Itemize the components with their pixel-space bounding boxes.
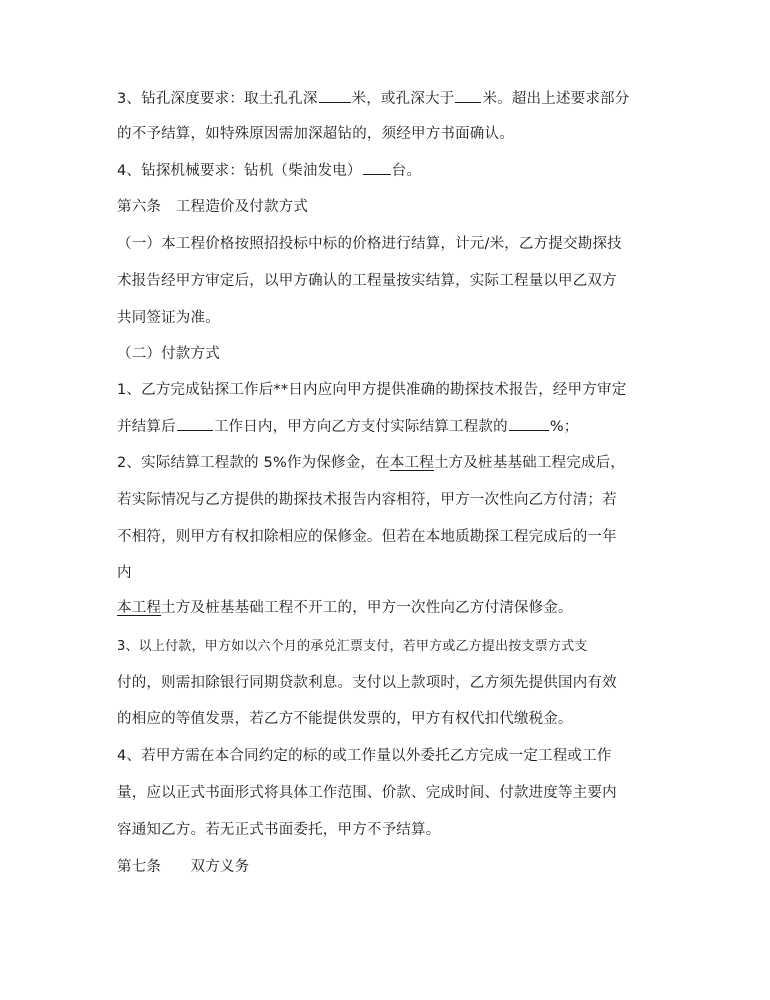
text: 米。超出上述要求部分 <box>482 91 630 107</box>
blank-field <box>455 88 481 103</box>
clause-warranty <box>117 453 625 473</box>
paragraph-line: 的不予结算，如特殊原因需加深超钻的，须经甲方书面确认。 <box>117 126 514 142</box>
text: 2、实际结算工程款的 5%作为保修金，在 <box>117 455 390 471</box>
blank-field <box>363 160 391 175</box>
paragraph-line: 4、若甲方需在本合同约定的标的或工作量以外委托乙方完成一定工程或工作 <box>117 748 612 764</box>
paragraph-line: （一）本工程价格按照招投标中标的价格进行结算，计元/米，乙方提交勘探技 <box>117 236 622 252</box>
clause-drill-machinery <box>117 160 421 181</box>
text: 米，或孔深大于 <box>351 91 455 107</box>
text: 4、钻探机械要求：钻机（柴油发电） <box>117 163 362 179</box>
payment-method-heading: （二）付款方式 <box>117 346 220 362</box>
blank-field <box>509 416 549 431</box>
text: 并结算后 <box>117 419 176 435</box>
clause-warranty-release <box>117 598 573 618</box>
paragraph-line: 共同签证为准。 <box>117 310 220 326</box>
article-six-heading: 第六条 工程造价及付款方式 <box>117 199 309 215</box>
paragraph-line: 量，应以正式书面形式将具体工作范围、价款、完成时间、付款进度等主要内 <box>117 785 617 801</box>
paragraph-line: 1、乙方完成钻探工作后**日内应向甲方提供准确的勘探技术报告，经甲方审定 <box>117 382 627 398</box>
paragraph-line: 容通知乙方。若无正式书面委托，甲方不予结算。 <box>117 822 441 838</box>
paragraph-line: 付的，则需扣除银行同期贷款利息。支付以上款项时，乙方须先提供国内有效 <box>117 675 617 691</box>
text: 土方及桩基基础工程完成后， <box>433 455 626 471</box>
underlined-text: 本工程 <box>117 600 162 616</box>
paragraph-line: 内 <box>117 565 132 581</box>
paragraph-line: 3、以上付款，甲方如以六个月的承兑汇票支付，若甲方或乙方提出按支票方式支 <box>117 639 588 654</box>
text: 土方及桩基基础工程不开工的，甲方一次性向乙方付清保修金。 <box>161 600 573 616</box>
blank-field <box>319 88 351 103</box>
underlined-text: 本工程 <box>389 455 434 471</box>
paragraph-line: 若实际情况与乙方提供的勘探技术报告内容相符，甲方一次性向乙方付清；若 <box>117 492 617 508</box>
article-seven-heading: 第七条 双方义务 <box>117 859 250 875</box>
text: 3、钻孔深度要求：取土孔孔深 <box>117 91 318 107</box>
clause-settlement-payment <box>117 416 579 437</box>
paragraph-line: 不相符，则甲方有权扣除相应的保修金。但若在本地质勘探工程完成后的一年 <box>117 529 617 545</box>
text: %； <box>549 419 579 435</box>
blank-field <box>177 416 213 431</box>
text: 台。 <box>391 163 422 179</box>
clause-drill-depth <box>117 88 629 109</box>
paragraph-line: 的相应的等值发票，若乙方不能提供发票的，甲方有权代扣代缴税金。 <box>117 711 573 727</box>
paragraph-line: 术报告经甲方审定后，以甲方确认的工程量按实结算，实际工程量以甲乙双方 <box>117 273 617 289</box>
text: 工作日内，甲方向乙方支付实际结算工程款的 <box>213 419 508 435</box>
